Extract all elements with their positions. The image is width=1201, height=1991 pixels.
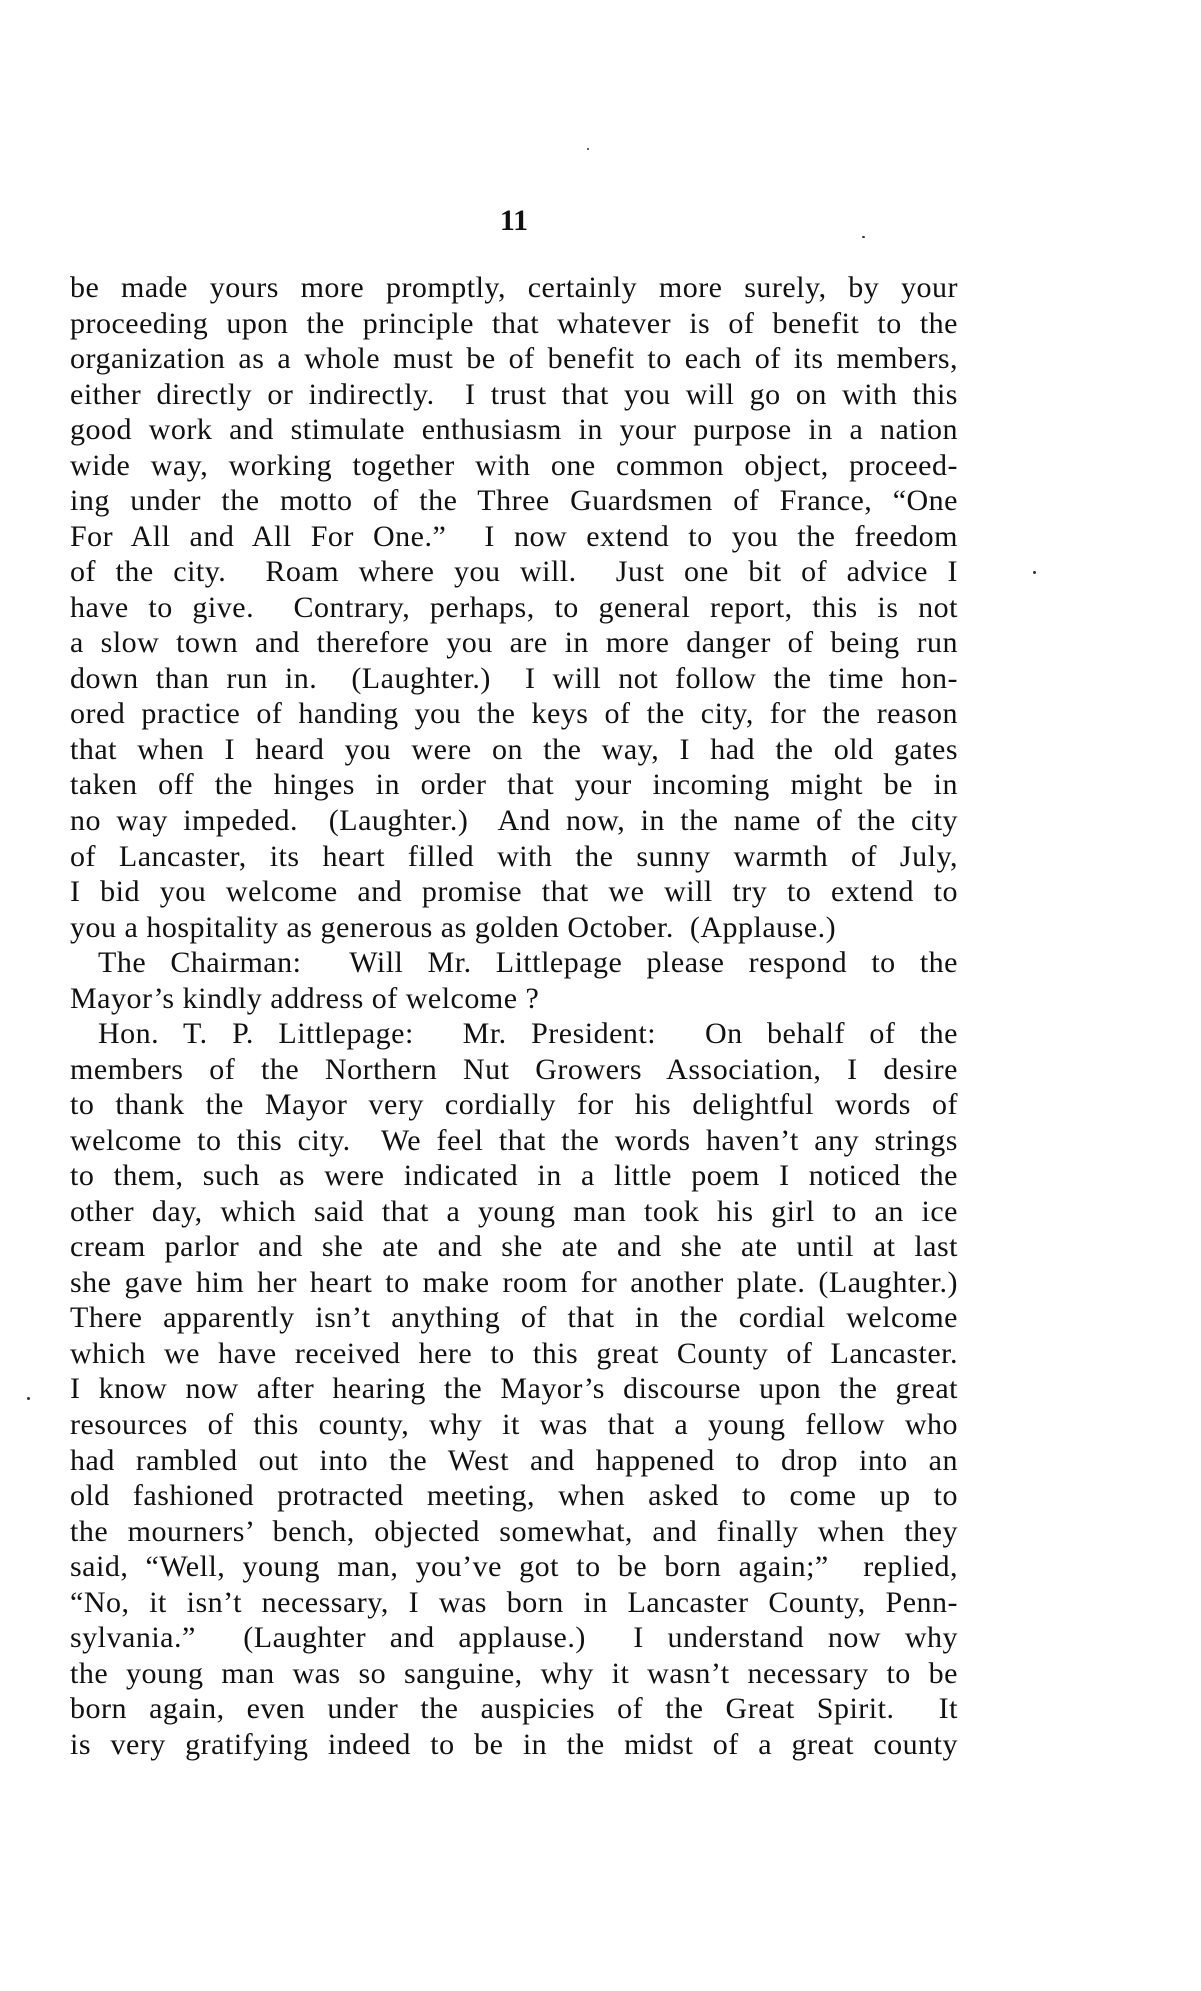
text-line: either directly or indirectly. I trust that you will go on with this (70, 377, 958, 411)
body-text (70, 270, 958, 1762)
text-line: organization as a whole must be of benefit to each of its members, (70, 342, 958, 376)
text-line: taken off the hinges in order that your incoming might be in (70, 768, 958, 802)
text-line: the young man was so sanguine, why it wasn’t necessary to be (70, 1656, 958, 1690)
text-line: Mayor’s kindly address of welcome ? (70, 981, 540, 1015)
text-line: is very gratifying indeed to be in the midst of a great county (70, 1727, 958, 1761)
text-line: proceeding upon the principle that whatever is of benefit to the (70, 306, 958, 340)
text-line: Hon. T. P. Littlepage: Mr. President: On behalf of the (98, 1017, 958, 1051)
text-line: be made yours more promptly, certainly more surely, by your (70, 271, 958, 304)
text-line: “No, it isn’t necessary, I was born in Lancaster County, Penn- (70, 1585, 958, 1619)
text-line: old fashioned protracted meeting, when asked to come up to (70, 1479, 958, 1513)
text-line: members of the Northern Nut Growers Association, I desire (70, 1052, 958, 1086)
text-line: have to give. Contrary, perhaps, to general report, this is not (70, 590, 958, 624)
scan-speck (587, 148, 589, 150)
text-line: she gave him her heart to make room for another plate. (Laughter.) (70, 1265, 958, 1299)
text-line: born again, even under the auspicies of the Great Spirit. It (70, 1692, 958, 1726)
text-line: I know now after hearing the Mayor’s discourse upon the great (70, 1372, 958, 1406)
text-line: that when I heard you were on the way, I had the old gates (70, 732, 958, 766)
text-line: the mourners’ bench, objected somewhat, and finally when they (70, 1514, 958, 1548)
text-line: a slow town and therefore you are in more danger of being run (70, 626, 958, 660)
text-line: cream parlor and she ate and she ate and she ate until at last (70, 1230, 958, 1264)
text-line: said, “Well, young man, you’ve got to be born again;” replied, (70, 1550, 958, 1584)
text-line: For All and All For One.” I now extend to you the freedom (70, 519, 958, 553)
scan-speck (27, 1397, 30, 1400)
text-line: which we have received here to this great County of Lancaster. (70, 1336, 958, 1370)
text-line: ored practice of handing you the keys of the city, for the reason (70, 697, 958, 731)
text-line: The Chairman: Will Mr. Littlepage please respond to the (98, 946, 958, 980)
text-line: good work and stimulate enthusiasm in your purpose in a nation (70, 413, 958, 447)
text-line: ing under the motto of the Three Guardsmen of France, “One (70, 484, 958, 518)
text-line: to thank the Mayor very cordially for his delightful words of (70, 1088, 958, 1122)
text-line: I bid you welcome and promise that we will try to extend to (70, 875, 958, 909)
page-number: 11 (499, 204, 529, 237)
text-line: you a hospitality as generous as golden October. (Applause.) (70, 910, 837, 944)
text-line: had rambled out into the West and happened to drop into an (70, 1443, 958, 1477)
text-line: no way impeded. (Laughter.) And now, in the name of the city (70, 803, 958, 837)
scan-speck (862, 236, 865, 238)
text-line: sylvania.” (Laughter and applause.) I understand now why (70, 1621, 958, 1655)
text-line: down than run in. (Laughter.) I will not follow the time hon- (70, 661, 958, 695)
text-line: resources of this county, why it was that a young fellow who (70, 1408, 958, 1441)
text-line: wide way, working together with one common object, proceed- (70, 448, 958, 482)
text-line: of the city. Roam where you will. Just one bit of advice I (70, 555, 958, 589)
text-line: There apparently isn’t anything of that in the cordial welcome (70, 1301, 958, 1335)
text-line: welcome to this city. We feel that the words haven’t any strings (70, 1123, 958, 1157)
text-line: of Lancaster, its heart filled with the sunny warmth of July, (70, 839, 958, 873)
text-line: other day, which said that a young man took his girl to an ice (70, 1194, 958, 1228)
scan-speck (1033, 571, 1036, 574)
text-line: to them, such as were indicated in a little poem I noticed the (70, 1159, 958, 1193)
